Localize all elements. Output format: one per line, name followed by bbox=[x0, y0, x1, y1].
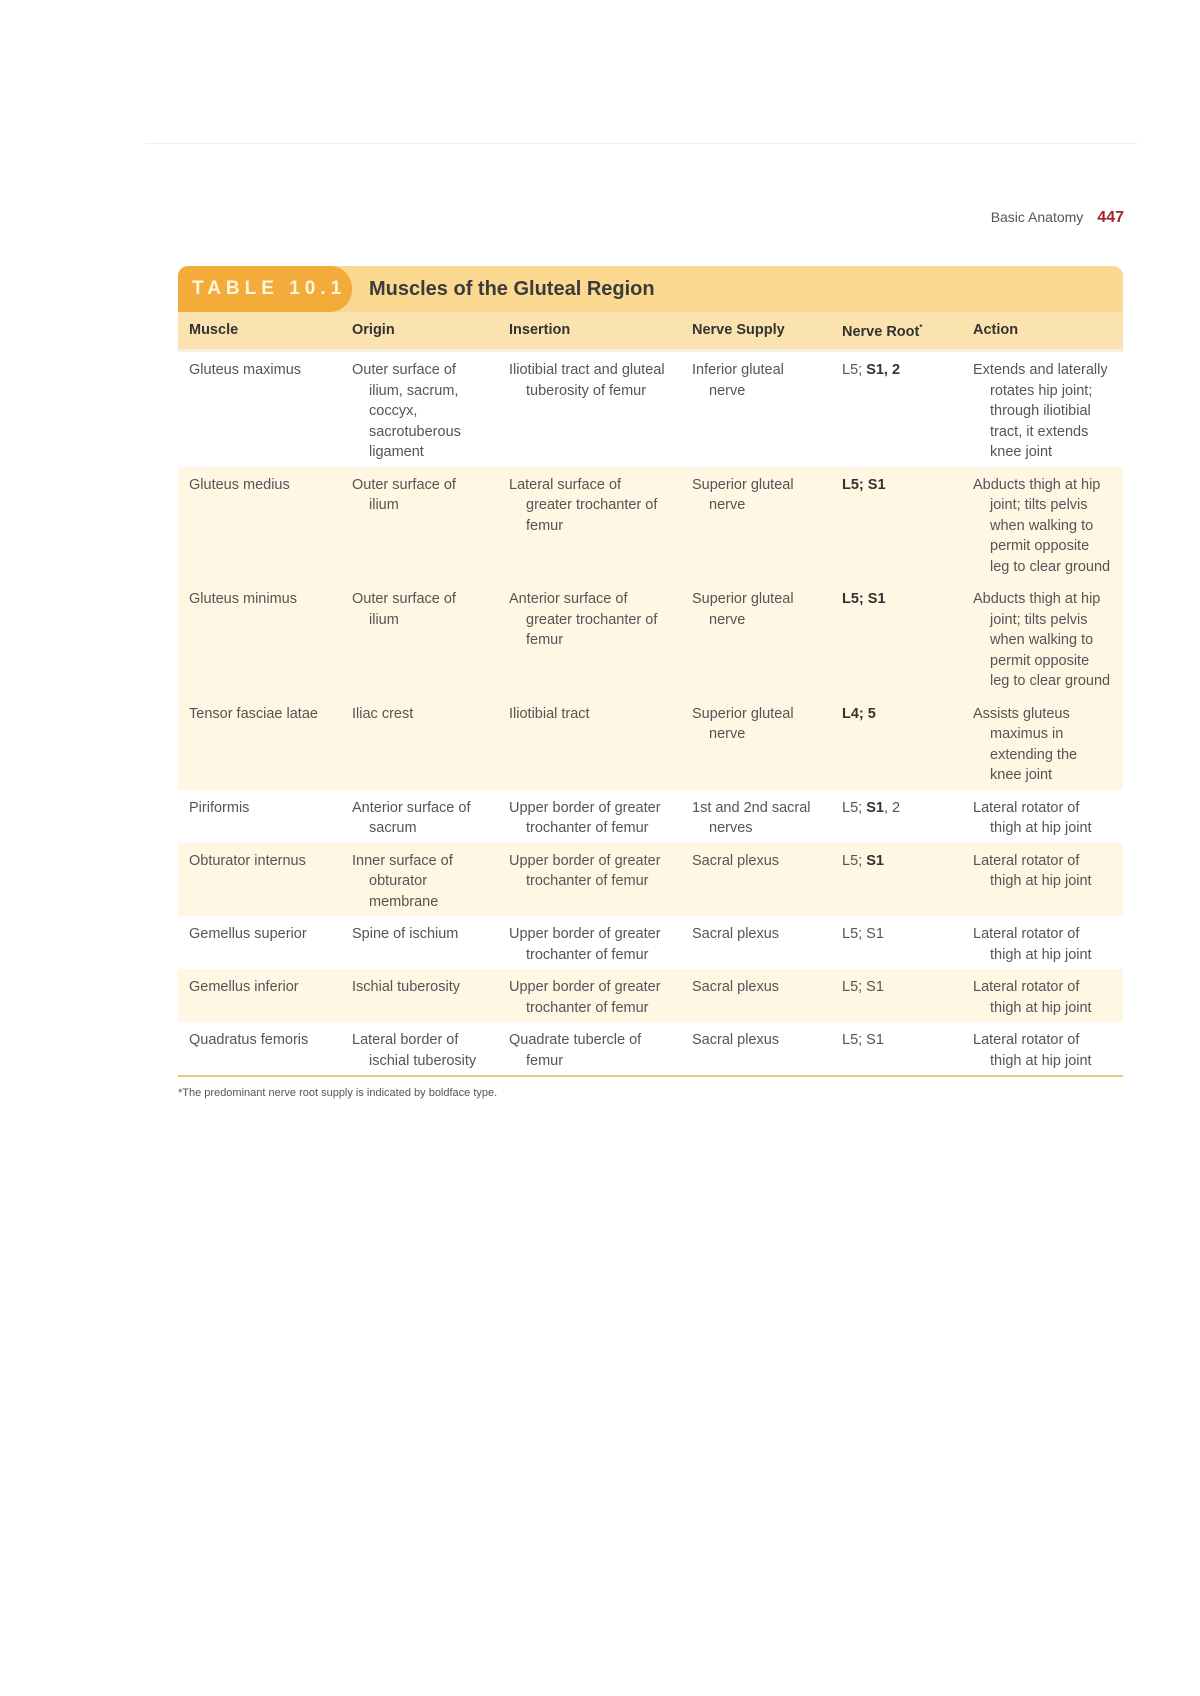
muscle-cell bbox=[178, 1022, 341, 1076]
nerve-supply-cell bbox=[681, 351, 831, 467]
origin-cell-text: Spine of ischium bbox=[352, 926, 459, 942]
nerve-supply-cell-text: Sacral plexus bbox=[692, 926, 780, 942]
table-row bbox=[178, 1022, 1123, 1076]
nerve-root-text: L5; bbox=[842, 362, 867, 378]
insertion-cell-text: Upper border of greater trochanter of femur bbox=[509, 926, 661, 963]
insertion-cell bbox=[498, 467, 681, 582]
predominant-root: L4; 5 bbox=[842, 705, 876, 722]
predominant-root: L5; S1 bbox=[842, 476, 886, 493]
action-cell bbox=[962, 969, 1123, 1022]
insertion-cell bbox=[498, 351, 681, 467]
nerve-root-text: , 2 bbox=[883, 799, 901, 816]
insertion-cell bbox=[498, 581, 681, 696]
action-cell bbox=[962, 1022, 1123, 1076]
muscle-cell-text: Gemellus inferior bbox=[189, 979, 299, 995]
origin-cell-text: Ischial tuberosity bbox=[352, 979, 460, 995]
muscle-cell-text: Piriformis bbox=[189, 799, 250, 816]
muscle-cell-text: Gluteus maximus bbox=[189, 362, 302, 378]
table-row bbox=[178, 351, 1123, 467]
insertion-cell bbox=[498, 696, 681, 790]
muscle-cell bbox=[178, 916, 341, 969]
muscle-cell-text: Obturator internus bbox=[189, 852, 306, 869]
nerve-supply-cell-text: Superior gluteal nerve bbox=[692, 591, 794, 628]
table-row bbox=[178, 467, 1123, 582]
muscle-cell bbox=[178, 790, 341, 843]
action-cell-text: Abducts thigh at hip joint; tilts pelvis when walking to permit opposite leg to clear ground bbox=[973, 591, 1111, 689]
nerve-supply-cell-text: Superior gluteal nerve bbox=[692, 705, 794, 742]
origin-cell-text: Outer surface of ilium bbox=[352, 591, 456, 628]
insertion-cell-text: Upper border of greater trochanter of femur bbox=[509, 852, 661, 889]
footnote-marker: * bbox=[919, 323, 923, 333]
table-footnote: *The predominant nerve root supply is indicated by boldface type. bbox=[178, 1087, 498, 1099]
muscle-table-block bbox=[178, 266, 1123, 1099]
nerve-supply-cell-text: Inferior gluteal nerve bbox=[692, 362, 784, 399]
origin-cell bbox=[341, 467, 498, 582]
nerve-root-text: L5; bbox=[842, 852, 867, 869]
nerve-root-cell bbox=[831, 916, 962, 969]
nerve-root-cell bbox=[831, 790, 962, 843]
nerve-supply-cell-text: 1st and 2nd sacral nerves bbox=[692, 799, 811, 836]
nerve-supply-cell-text: Sacral plexus bbox=[692, 1032, 780, 1048]
origin-cell-text: Inner surface of obturator membrane bbox=[352, 852, 453, 910]
origin-cell bbox=[341, 1022, 498, 1076]
table-row bbox=[178, 790, 1123, 843]
insertion-cell-text: Upper border of greater trochanter of femur bbox=[509, 979, 661, 1016]
nerve-supply-cell bbox=[681, 581, 831, 696]
table-label: TABLE 10.1 bbox=[178, 266, 352, 312]
action-cell-text: Abducts thigh at hip joint; tilts pelvis when walking to permit opposite leg to clear ground bbox=[973, 476, 1111, 575]
nerve-supply-cell bbox=[681, 467, 831, 582]
action-cell-text: Lateral rotator of thigh at hip joint bbox=[973, 799, 1092, 836]
column-header: Action bbox=[962, 312, 1123, 351]
action-cell bbox=[962, 843, 1123, 917]
action-cell-text: Lateral rotator of thigh at hip joint bbox=[973, 852, 1092, 889]
nerve-root-cell bbox=[831, 581, 962, 696]
predominant-root: S1 bbox=[866, 799, 884, 816]
action-cell bbox=[962, 581, 1123, 696]
insertion-cell bbox=[498, 790, 681, 843]
nerve-supply-cell bbox=[681, 696, 831, 790]
origin-cell bbox=[341, 843, 498, 917]
muscle-cell-text: Gluteus medius bbox=[189, 476, 290, 493]
column-header: Origin bbox=[341, 312, 498, 351]
insertion-cell bbox=[498, 969, 681, 1022]
origin-cell-text: Outer surface of ilium, sacrum, coccyx, sacrotuberous ligament bbox=[352, 362, 461, 460]
table-row bbox=[178, 581, 1123, 696]
column-header: Nerve Supply bbox=[681, 312, 831, 351]
nerve-supply-cell-text: Sacral plexus bbox=[692, 852, 780, 869]
predominant-root: S1 bbox=[866, 852, 884, 869]
origin-cell bbox=[341, 351, 498, 467]
table-row bbox=[178, 969, 1123, 1022]
action-cell bbox=[962, 351, 1123, 467]
action-cell bbox=[962, 790, 1123, 843]
action-cell-text: Lateral rotator of thigh at hip joint bbox=[973, 979, 1092, 1016]
table-row bbox=[178, 916, 1123, 969]
nerve-supply-cell bbox=[681, 790, 831, 843]
muscles-table bbox=[178, 312, 1123, 1077]
nerve-supply-cell bbox=[681, 969, 831, 1022]
nerve-root-cell bbox=[831, 351, 962, 467]
nerve-supply-cell-text: Superior gluteal nerve bbox=[692, 476, 794, 513]
nerve-root-cell bbox=[831, 843, 962, 917]
insertion-cell-text: Iliotibial tract and gluteal tuberosity of femur bbox=[509, 362, 665, 399]
column-header: Insertion bbox=[498, 312, 681, 351]
action-cell-text: Lateral rotator of thigh at hip joint bbox=[973, 926, 1092, 963]
origin-cell-text: Iliac crest bbox=[352, 705, 414, 722]
muscle-cell-text: Quadratus femoris bbox=[189, 1032, 309, 1048]
table-caption-bar bbox=[178, 266, 1123, 312]
predominant-root: L5; S1 bbox=[842, 591, 886, 607]
section-name: Basic Anatomy bbox=[990, 209, 1084, 225]
muscle-cell-text: Gemellus superior bbox=[189, 926, 307, 942]
nerve-supply-cell-text: Sacral plexus bbox=[692, 979, 780, 995]
insertion-cell-text: Upper border of greater trochanter of femur bbox=[509, 799, 661, 836]
nerve-root-text: L5; S1 bbox=[842, 926, 884, 942]
nerve-root-text: L5; S1 bbox=[842, 1032, 884, 1048]
action-cell bbox=[962, 916, 1123, 969]
muscle-cell bbox=[178, 843, 341, 917]
muscle-cell bbox=[178, 696, 341, 790]
table-title: Muscles of the Gluteal Region bbox=[369, 277, 655, 300]
insertion-cell-text: Iliotibial tract bbox=[509, 705, 590, 722]
insertion-cell-text: Lateral surface of greater trochanter of femur bbox=[509, 476, 658, 534]
nerve-root-text: L5; bbox=[842, 799, 867, 816]
nerve-root-cell bbox=[831, 696, 962, 790]
origin-cell bbox=[341, 696, 498, 790]
action-cell bbox=[962, 467, 1123, 582]
column-header-nerve-root bbox=[831, 312, 962, 351]
nerve-supply-cell bbox=[681, 916, 831, 969]
insertion-cell bbox=[498, 843, 681, 917]
top-rule bbox=[145, 143, 1137, 144]
muscle-cell bbox=[178, 467, 341, 582]
page-number: 447 bbox=[1097, 209, 1124, 226]
muscle-cell bbox=[178, 351, 341, 467]
action-cell bbox=[962, 696, 1123, 790]
table-row bbox=[178, 696, 1123, 790]
origin-cell bbox=[341, 916, 498, 969]
origin-cell-text: Outer surface of ilium bbox=[352, 476, 456, 513]
origin-cell bbox=[341, 581, 498, 696]
table-body bbox=[178, 351, 1123, 1077]
muscle-cell bbox=[178, 581, 341, 696]
origin-cell bbox=[341, 790, 498, 843]
insertion-cell bbox=[498, 1022, 681, 1076]
nerve-supply-cell bbox=[681, 843, 831, 917]
running-head bbox=[991, 209, 1124, 227]
nerve-root-text: L5; S1 bbox=[842, 979, 884, 995]
action-cell-text: Assists gluteus maximus in extending the knee joint bbox=[973, 705, 1078, 783]
origin-cell-text: Lateral border of ischial tuberosity bbox=[352, 1032, 477, 1069]
insertion-cell-text: Anterior surface of greater trochanter of femur bbox=[509, 591, 658, 648]
column-header: Nerve Root bbox=[842, 324, 920, 341]
table-header-row bbox=[178, 312, 1123, 351]
table-row bbox=[178, 843, 1123, 917]
insertion-cell-text: Quadrate tubercle of femur bbox=[509, 1032, 642, 1069]
predominant-root: S1, 2 bbox=[866, 362, 901, 378]
column-header: Muscle bbox=[178, 312, 341, 351]
muscle-cell-text: Gluteus minimus bbox=[189, 591, 297, 607]
action-cell-text: Extends and laterally rotates hip joint; through iliotibial tract, it extends knee joint bbox=[973, 362, 1108, 460]
nerve-root-cell bbox=[831, 1022, 962, 1076]
muscle-cell bbox=[178, 969, 341, 1022]
nerve-root-cell bbox=[831, 467, 962, 582]
muscle-cell-text: Tensor fasciae latae bbox=[189, 705, 318, 722]
origin-cell bbox=[341, 969, 498, 1022]
nerve-supply-cell bbox=[681, 1022, 831, 1076]
insertion-cell bbox=[498, 916, 681, 969]
nerve-root-cell bbox=[831, 969, 962, 1022]
action-cell-text: Lateral rotator of thigh at hip joint bbox=[973, 1032, 1092, 1069]
origin-cell-text: Anterior surface of sacrum bbox=[352, 799, 471, 836]
